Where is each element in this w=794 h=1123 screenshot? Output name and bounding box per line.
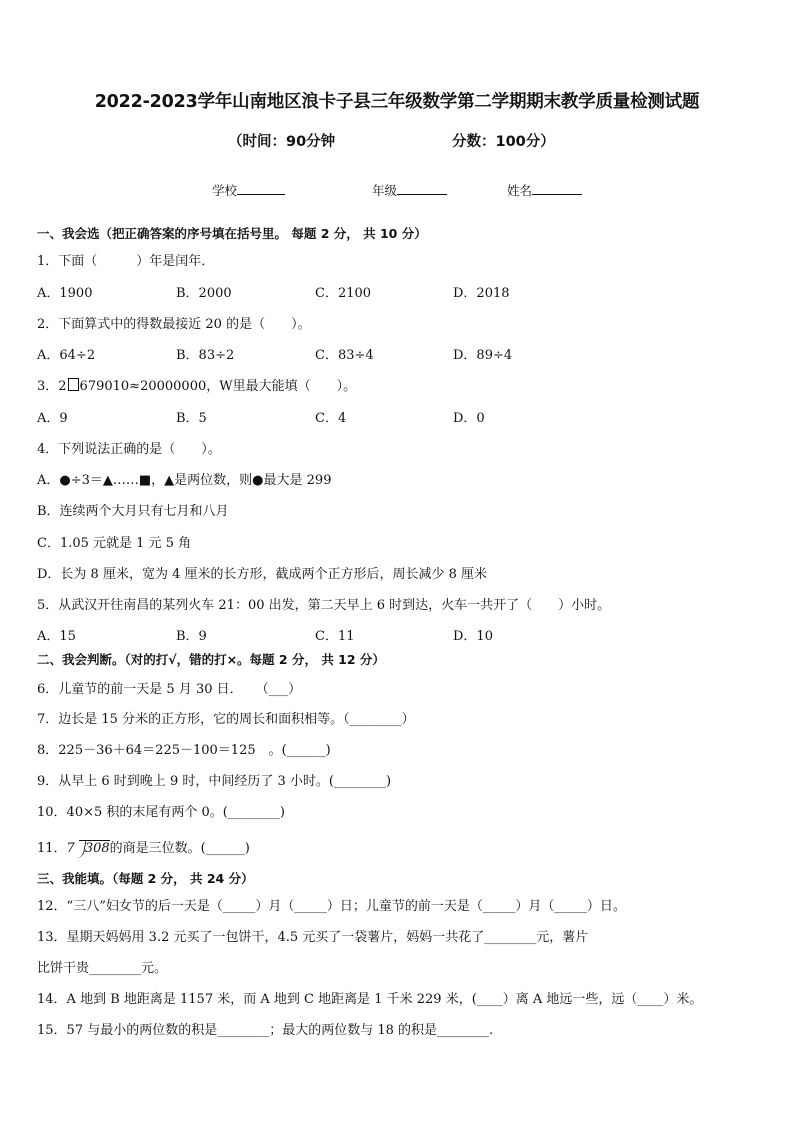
- section-2-heading: 二、我会判断。（对的打√，错的打×。每题 2 分， 共 12 分）: [37, 652, 385, 667]
- question-14: 14．A 地到 B 地距离是 1157 米，而 A 地到 C 地距离是 1 千米 229 米，(____）离 A 地远一些，远（____）米。: [37, 992, 703, 1007]
- question-11: [37, 837, 250, 856]
- q11-prefix: 11．: [37, 841, 67, 856]
- question-10: 10．40×5 积的末尾有两个 0。(________): [37, 805, 285, 820]
- q4-option-b: B．连续两个大月只有七月和八月: [37, 504, 229, 519]
- question-2: 2．下面算式中的得数最接近 20 的是（ ）。: [37, 317, 311, 332]
- grade-field: [372, 181, 447, 199]
- question-5: 5．从武汉开往南昌的某列火车 21：00 出发，第二天早上 6 时到达，火车一共开了（ ）小时。: [37, 598, 611, 613]
- q2-option-b: B．83÷2: [176, 348, 235, 363]
- q1-option-c: C．2100: [315, 286, 372, 301]
- q4-option-a: A．●÷3＝▲……■，▲是两位数，则●最大是 299: [37, 473, 332, 488]
- q4-option-c: C．1.05 元就是 1 元 5 角: [37, 536, 192, 551]
- question-9: 9．从早上 6 时到晚上 9 时，中间经历了 3 小时。(________): [37, 774, 392, 789]
- q1-option-b: B．2000: [176, 286, 232, 301]
- q3-option-c: C．4: [315, 411, 347, 426]
- q3-text: 679010≈20000000，W里最大能填（ ）。: [79, 379, 357, 394]
- section-1-heading: 一、我会选（把正确答案的序号填在括号里。 每题 2 分， 共 10 分）: [37, 226, 427, 241]
- q2-option-a: A．64÷2: [37, 348, 96, 363]
- q2-option-c: C．83÷4: [315, 348, 374, 363]
- question-15: 15．57 与最小的两位数的积是________；最大的两位数与 18 的积是________.: [37, 1023, 494, 1038]
- name-field: [507, 181, 582, 199]
- q3-option-d: D．0: [453, 411, 485, 426]
- q3-option-a: A．9: [37, 411, 68, 426]
- question-8: 8．225－36＋64＝225－100＝125 。(______): [37, 743, 331, 758]
- school-blank[interactable]: [237, 181, 285, 195]
- exam-score: 分数：100分）: [452, 134, 555, 150]
- q3-prefix: 3．2: [37, 379, 67, 394]
- school-label: 学校: [212, 183, 238, 198]
- question-1: 1．下面（ ）年是闰年．: [37, 254, 215, 269]
- school-field: [212, 181, 285, 199]
- question-4: 4．下列说法正确的是（ ）。: [37, 442, 221, 457]
- question-12: 12．“三八”妇女节的后一天是（_____）月（_____）日；儿童节的前一天是（_____）月（_____）日。: [37, 899, 626, 914]
- q1-option-d: D．2018: [453, 286, 510, 301]
- grade-blank[interactable]: [397, 181, 447, 195]
- q2-option-d: D．89÷4: [453, 348, 513, 363]
- q4-option-d: D．长为 8 厘米，宽为 4 厘米的长方形，截成两个正方形后，周长减少 8 厘米: [37, 567, 488, 582]
- section-3-heading: 三、我能填。（每题 2 分， 共 24 分）: [37, 871, 254, 886]
- q5-option-b: B．9: [176, 629, 207, 644]
- q3-option-b: B．5: [176, 411, 207, 426]
- question-6: 6．儿童节的前一天是 5 月 30 日． （___）: [37, 682, 302, 697]
- question-13-continued: 比饼干贵________元。: [37, 961, 168, 976]
- exam-time: （时间：90分钟: [228, 134, 336, 150]
- question-13: 13．星期天妈妈用 3.2 元买了一包饼干，4.5 元买了一袋薯片，妈妈一共花了________元，薯片: [37, 930, 589, 945]
- q5-option-a: A．15: [37, 629, 76, 644]
- question-7: 7．边长是 15 分米的正方形，它的周长和面积相等。（________）: [37, 712, 415, 727]
- blank-square-icon: [68, 378, 79, 391]
- name-label: 姓名: [507, 183, 533, 198]
- q1-option-a: A．1900: [37, 286, 93, 301]
- question-3: [37, 375, 356, 394]
- q5-option-d: D．10: [453, 629, 493, 644]
- name-blank[interactable]: [532, 181, 582, 195]
- grade-label: 年级: [372, 183, 398, 198]
- q11-text: 的商是三位数。(______): [109, 841, 250, 856]
- q11-divisor: 7: [66, 841, 75, 856]
- page-title: 2022-2023学年山南地区浪卡子县三年级数学第二学期期末教学质量检测试题: [94, 92, 700, 112]
- q5-option-c: C．11: [315, 629, 355, 644]
- q11-long-division: 308: [79, 840, 110, 856]
